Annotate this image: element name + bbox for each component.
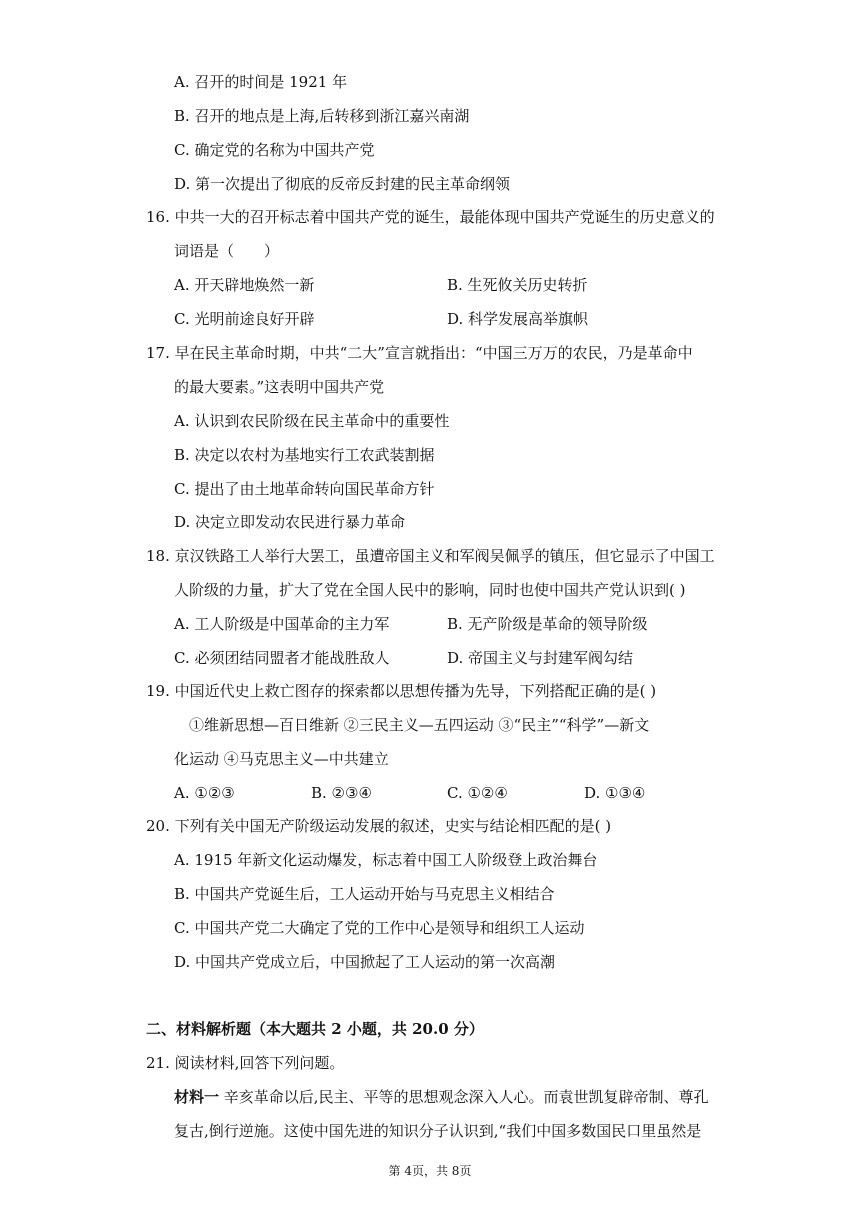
- q17-stem-line2: 的最大要素。”这表明中国共产党: [174, 378, 385, 396]
- q16-option-a: A. 开天辟地焕然一新: [174, 276, 315, 294]
- q16-option-b: B. 生死攸关历史转折: [447, 276, 588, 294]
- q21-stem: 21. 阅读材料,回答下列问题。: [146, 1054, 345, 1072]
- section-heading: 二、材料解析题（本大题共 2 小题，共 20.0 分）: [146, 1020, 484, 1038]
- q19-stem-line1: 19. 中国近代史上救亡图存的探索都以思想传播为先导，下列搭配正确的是( ): [146, 682, 657, 700]
- q15-option-a: A. 召开的时间是 1921 年: [174, 73, 348, 91]
- q16-option-c: C. 光明前途良好开辟: [174, 310, 315, 328]
- q17-option-c: C. 提出了由土地革命转向国民革命方针: [174, 480, 435, 498]
- q20-option-b: B. 中国共产党诞生后，工人运动开始与马克思主义相结合: [174, 885, 555, 903]
- material-text: 辛亥革命以后,民主、平等的思想观念深入人心。而袁世凯复辟帝制、尊孔: [219, 1088, 709, 1106]
- q19-option-b: B. ②③④: [311, 784, 372, 802]
- q18-stem-line2: 人阶级的力量，扩大了党在全国人民中的影响，同时也使中国共产党认识到( ): [174, 581, 686, 599]
- q18-option-c: C. 必须团结同盟者才能战胜敌人: [174, 649, 390, 667]
- q17-option-b: B. 决定以农村为基地实行工农武装割据: [174, 446, 435, 464]
- q18-option-b: B. 无产阶级是革命的领导阶级: [447, 615, 648, 633]
- q20-option-c: C. 中国共产党二大确定了党的工作中心是领导和组织工人运动: [174, 919, 585, 937]
- q16-stem-line1: 16. 中共一大的召开标志着中国共产党的诞生，最能体现中国共产党诞生的历史意义的: [146, 208, 715, 226]
- q18-stem-line1: 18. 京汉铁路工人举行大罢工，虽遭帝国主义和军阀吴佩孚的镇压，但它显示了中国工: [146, 547, 715, 565]
- q16-stem-line2: 词语是（ ）: [174, 242, 280, 260]
- q16-option-d: D. 科学发展高举旗帜: [447, 310, 589, 328]
- q20-stem-line1: 20. 下列有关中国无产阶级运动发展的叙述，史实与结论相匹配的是( ): [146, 817, 612, 835]
- page-number: 第 4页，共 8页: [388, 1164, 472, 1178]
- q19-stem-line2: ①维新思想—百日维新 ②三民主义—五四运动 ③“民主”“科学”—新文: [189, 716, 650, 734]
- q21-material-line1: [174, 1087, 709, 1107]
- q17-option-a: A. 认识到农民阶级在民主革命中的重要性: [174, 412, 450, 430]
- q20-option-d: D. 中国共产党成立后，中国掀起了工人运动的第一次高潮: [174, 953, 556, 971]
- q20-option-a: A. 1915 年新文化运动爆发，标志着中国工人阶级登上政治舞台: [174, 851, 598, 869]
- q21-material-line2: 复古,倒行逆施。这使中国先进的知识分子认识到,“我们中国多数国民口里虽然是: [174, 1122, 702, 1140]
- q19-option-a: A. ①②③: [174, 784, 235, 802]
- q15-option-d: D. 第一次提出了彻底的反帝反封建的民主革命纲领: [174, 175, 511, 193]
- q19-option-c: C. ①②④: [447, 784, 508, 802]
- q18-option-a: A. 工人阶级是中国革命的主力军: [174, 615, 390, 633]
- q17-option-d: D. 决定立即发动农民进行暴力革命: [174, 513, 406, 531]
- material-label: 材料一: [174, 1088, 220, 1106]
- q17-stem-line1: 17. 早在民主革命时期，中共“二大”宣言就指出：“中国三万万的农民，乃是革命中: [146, 344, 693, 362]
- q18-option-d: D. 帝国主义与封建军阀勾结: [447, 649, 634, 667]
- q15-option-b: B. 召开的地点是上海,后转移到浙江嘉兴南湖: [174, 107, 470, 125]
- q19-option-d: D. ①③④: [584, 784, 646, 802]
- q15-option-c: C. 确定党的名称为中国共产党: [174, 141, 375, 159]
- q19-stem-line3: 化运动 ④马克思主义—中共建立: [174, 750, 389, 768]
